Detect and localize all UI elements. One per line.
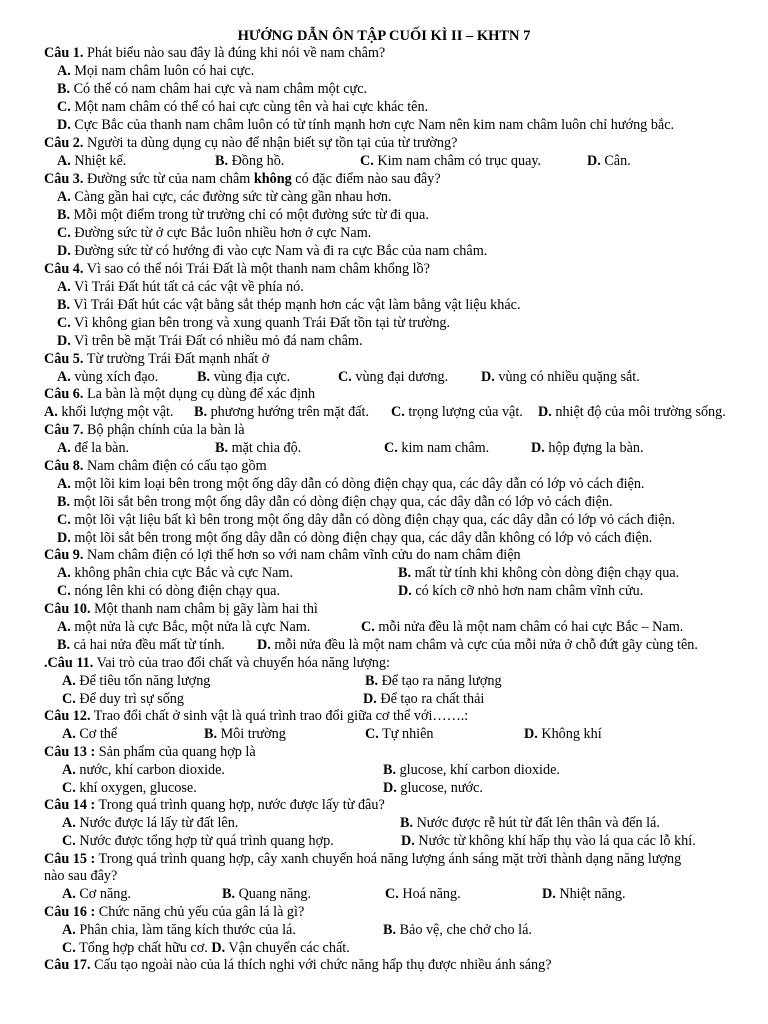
option-letter: C. xyxy=(57,315,71,331)
option-letter: C. xyxy=(57,225,71,241)
option-letter: A. xyxy=(62,673,76,689)
question-text: Vai trò của trao đổi chất và chuyển hóa năng lượng: xyxy=(93,655,390,671)
question-text: Trong quá trình quang hợp, nước được lấy từ đâu? xyxy=(95,797,385,813)
option-text: mỗi nửa đều là một nam châm và cực của mỗi nửa ở chỗ đứt gãy cùng tên. xyxy=(274,637,698,653)
option-letter: A. xyxy=(57,369,71,385)
option-text: Vì không gian bên trong và xung quanh Trái Đất tồn tại từ trường. xyxy=(74,315,451,331)
question-number: Câu 10. xyxy=(44,601,91,617)
q16-option-a xyxy=(62,922,296,940)
question-number: Câu 6. xyxy=(44,386,84,402)
question-number: Câu 2. xyxy=(44,135,84,151)
option-letter: C. xyxy=(57,512,71,528)
option-text: Nước được tổng hợp từ quá trình quang hợp. xyxy=(79,833,334,849)
option-text: Để tạo ra năng lượng xyxy=(381,673,502,689)
q16-option-b xyxy=(383,922,532,940)
q8-option-c xyxy=(57,512,675,530)
q5-option-c xyxy=(338,369,448,387)
option-letter: B. xyxy=(400,815,414,831)
option-letter: C. xyxy=(62,833,76,849)
question-9 xyxy=(44,547,521,565)
q1-option-a xyxy=(57,63,254,81)
option-letter: B. xyxy=(222,886,236,902)
option-text: Cân. xyxy=(604,153,631,169)
question-1 xyxy=(44,45,385,63)
q6-option-d xyxy=(538,404,726,422)
q12-option-a xyxy=(62,726,117,744)
q11-option-b xyxy=(365,673,502,691)
q15-option-d xyxy=(542,886,626,904)
option-text: nước, khí carbon dioxide. xyxy=(79,762,225,778)
option-letter: A. xyxy=(57,63,71,79)
question-text: La bàn là một dụng cụ dùng để xác định xyxy=(83,386,316,402)
option-text: Nước được rễ hút từ đất lên thân và đến lá. xyxy=(416,815,660,831)
option-text: Vì trên bề mặt Trái Đất có nhiều mỏ đá nam châm. xyxy=(74,333,363,349)
question-text: Nam châm điện có lợi thế hơn so với nam châm vĩnh cửu do nam châm điện xyxy=(83,547,521,563)
question-text: Một thanh nam châm bị gãy làm hai thì xyxy=(90,601,318,617)
q2-option-c xyxy=(360,153,541,171)
option-letter: C. xyxy=(391,404,405,420)
option-letter: C. xyxy=(62,691,76,707)
option-letter: A. xyxy=(62,886,76,902)
option-letter: B. xyxy=(383,922,397,938)
q15-option-a xyxy=(62,886,131,904)
option-text: Cơ năng. xyxy=(79,886,131,902)
q13-option-b xyxy=(383,762,560,780)
option-text: mỗi nửa đều là một nam châm có hai cực Bắc – Nam. xyxy=(378,619,684,635)
question-text: Sản phẩm của quang hợp là xyxy=(95,744,256,760)
q13-option-c xyxy=(62,780,197,798)
option-text: có kích cỡ nhỏ hơn nam châm vĩnh cửu. xyxy=(415,583,644,599)
option-text: kim nam châm. xyxy=(401,440,490,456)
q4-option-d xyxy=(57,333,363,351)
option-text: để la bàn. xyxy=(74,440,130,456)
question-number: Câu 3. xyxy=(44,171,84,187)
option-letter: C. xyxy=(338,369,352,385)
option-letter: A. xyxy=(57,279,71,295)
option-text: vùng xích đạo. xyxy=(74,369,159,385)
question-15-continued: nào sau đây? xyxy=(44,868,118,884)
q11-option-a xyxy=(62,673,210,691)
q10-option-d xyxy=(257,637,698,655)
option-letter: B. xyxy=(215,440,229,456)
option-letter: B. xyxy=(57,207,71,223)
q14-option-a xyxy=(62,815,238,833)
question-8 xyxy=(44,458,267,476)
option-text: Mỗi một điểm trong từ trường chỉ có một đường sức từ đi qua. xyxy=(73,207,429,223)
option-text: khí oxygen, glucose. xyxy=(79,780,197,796)
option-letter: A. xyxy=(57,440,71,456)
q14-option-c xyxy=(62,833,334,851)
question-text: Người ta dùng dụng cụ nào để nhận biết sự tồn tại của từ trường? xyxy=(83,135,458,151)
option-letter: A. xyxy=(57,153,71,169)
option-letter: A. xyxy=(62,922,76,938)
option-text: Cơ thể xyxy=(79,726,118,742)
option-letter: B. xyxy=(204,726,218,742)
q7-option-c xyxy=(384,440,489,458)
q11-option-d xyxy=(363,691,484,709)
q6-option-c xyxy=(391,404,523,422)
option-text: nóng lên khi có dòng điện chạy qua. xyxy=(74,583,281,599)
q14-option-b xyxy=(400,815,660,833)
option-letter: B. xyxy=(398,565,412,581)
q9-option-a xyxy=(57,565,293,583)
option-text: khối lượng một vật. xyxy=(61,404,174,420)
option-text: Nhiệt năng. xyxy=(559,886,626,902)
option-text: phương hướng trên mặt đất. xyxy=(210,404,370,420)
q3-option-d xyxy=(57,243,487,261)
question-number: Câu 16 : xyxy=(44,904,96,920)
q6-option-b xyxy=(194,404,369,422)
option-text: Để duy trì sự sống xyxy=(79,691,184,707)
option-text: Phân chia, làm tăng kích thước của lá. xyxy=(79,922,296,938)
question-number: .Câu 11. xyxy=(44,655,94,671)
question-text: Cấu tạo ngoài nào của lá thích nghi với chức năng hấp thụ được nhiều ánh sáng? xyxy=(90,957,552,973)
question-12 xyxy=(44,708,468,726)
q7-option-b xyxy=(215,440,301,458)
q13-option-d xyxy=(383,780,483,798)
option-text: Đồng hồ. xyxy=(231,153,285,169)
option-letter: D. xyxy=(57,530,71,546)
option-letter: A. xyxy=(57,476,71,492)
q16-option-c-d xyxy=(62,940,350,958)
question-7 xyxy=(44,422,245,440)
q2-option-b xyxy=(215,153,284,171)
question-number: Câu 8. xyxy=(44,458,84,474)
q1-option-c xyxy=(57,99,428,117)
question-number: Câu 1. xyxy=(44,45,84,61)
option-letter: B. xyxy=(57,494,71,510)
option-text: Bảo vệ, che chở cho lá. xyxy=(399,922,532,938)
option-letter: C. xyxy=(57,99,71,115)
q1-option-d xyxy=(57,117,674,135)
option-letter: D. xyxy=(363,691,377,707)
q13-option-a xyxy=(62,762,225,780)
question-14 xyxy=(44,797,385,815)
question-6 xyxy=(44,386,315,404)
question-text: Từ trường Trái Đất mạnh nhất ở xyxy=(83,351,270,367)
option-text: Hoá năng. xyxy=(402,886,461,902)
q15-option-c xyxy=(385,886,461,904)
q5-option-d xyxy=(481,369,640,387)
option-text: một lõi kim loại bên trong một ống dây dẫn có dòng điện chạy qua, các dây dẫn có lớp vỏ cách điện. xyxy=(74,476,645,492)
option-letter: D. xyxy=(481,369,495,385)
question-text: Bộ phận chính của la bàn là xyxy=(83,422,245,438)
option-letter: D. xyxy=(531,440,545,456)
q3-option-b xyxy=(57,207,429,225)
option-letter: D. xyxy=(211,940,226,956)
question-number: Câu 17. xyxy=(44,957,91,973)
q10-option-a xyxy=(57,619,310,637)
option-text: nhiệt độ của môi trường sống. xyxy=(555,404,726,420)
question-3 xyxy=(44,171,441,189)
option-text: vùng đại dương. xyxy=(355,369,449,385)
option-letter: C. xyxy=(365,726,379,742)
q12-option-d xyxy=(524,726,602,744)
q4-option-b xyxy=(57,297,521,315)
option-letter: D. xyxy=(57,117,71,133)
option-text: Vận chuyển các chất. xyxy=(228,940,350,956)
option-text: một lõi sắt bên trong một ống dây dẫn có dòng điện chạy qua, các dây dẫn không có lớp vỏ cách điện. xyxy=(74,530,653,546)
option-text: mất từ tính khi không còn dòng điện chạy qua. xyxy=(414,565,680,581)
question-13 xyxy=(44,744,256,762)
option-letter: B. xyxy=(194,404,208,420)
option-text: Mọi nam châm luôn có hai cực. xyxy=(74,63,255,79)
q7-option-d xyxy=(531,440,644,458)
question-text: Vì sao có thể nói Trái Đất là một thanh nam châm khổng lồ? xyxy=(83,261,430,277)
q9-option-b xyxy=(398,565,679,583)
question-15 xyxy=(44,851,681,869)
option-letter: C. xyxy=(62,780,76,796)
question-16 xyxy=(44,904,304,922)
option-letter: B. xyxy=(215,153,229,169)
option-text: không phân chia cực Bắc và cực Nam. xyxy=(74,565,293,581)
option-text: Đường sức từ có hướng đi vào cực Nam và đi ra cực Bắc của nam châm. xyxy=(74,243,488,259)
option-text: Vì Trái Đất hút tất cả các vật về phía nó. xyxy=(74,279,304,295)
option-letter: B. xyxy=(57,297,71,313)
option-letter: D. xyxy=(401,833,415,849)
option-letter: D. xyxy=(538,404,552,420)
option-letter: D. xyxy=(398,583,412,599)
option-text: Đường sức từ ở cực Bắc luôn nhiều hơn ở cực Nam. xyxy=(74,225,372,241)
question-11 xyxy=(44,655,390,673)
option-text: Càng gần hai cực, các đường sức từ càng gần nhau hơn. xyxy=(74,189,392,205)
option-letter: D. xyxy=(524,726,538,742)
question-number: Câu 9. xyxy=(44,547,84,563)
q8-option-a xyxy=(57,476,644,494)
q14-option-d xyxy=(401,833,696,851)
q3-option-a xyxy=(57,189,392,207)
q4-option-c xyxy=(57,315,450,333)
option-letter: D. xyxy=(57,243,71,259)
question-17 xyxy=(44,957,552,975)
option-text: Có thể có nam châm hai cực và nam châm một cực. xyxy=(73,81,368,97)
question-number: Câu 5. xyxy=(44,351,84,367)
question-text: Đường sức từ của nam châm xyxy=(83,171,254,187)
q1-option-b xyxy=(57,81,367,99)
option-text: một nửa là cực Bắc, một nửa là cực Nam. xyxy=(74,619,311,635)
option-text: cả hai nửa đều mất từ tính. xyxy=(73,637,225,653)
question-4 xyxy=(44,261,430,279)
option-text: Nước được lá lấy từ đất lên. xyxy=(79,815,239,831)
q8-option-d xyxy=(57,530,652,548)
question-text: Phát biểu nào sau đây là đúng khi nói về nam châm? xyxy=(83,45,386,61)
option-text: trọng lượng của vật. xyxy=(408,404,523,420)
question-2 xyxy=(44,135,457,153)
question-5 xyxy=(44,351,269,369)
option-letter: A. xyxy=(44,404,58,420)
q15-option-b xyxy=(222,886,311,904)
option-text: vùng địa cực. xyxy=(213,369,291,385)
option-letter: C. xyxy=(385,886,399,902)
option-text: Tổng hợp chất hữu cơ. xyxy=(79,940,208,956)
option-letter: A. xyxy=(57,565,71,581)
option-text: Kim nam châm có trục quay. xyxy=(377,153,542,169)
q12-option-c xyxy=(365,726,434,744)
option-text: glucose, nước. xyxy=(400,780,483,796)
option-letter: A. xyxy=(62,726,76,742)
q5-option-a xyxy=(57,369,158,387)
option-letter: C. xyxy=(360,153,374,169)
option-letter: C. xyxy=(384,440,398,456)
option-letter: A. xyxy=(62,762,76,778)
option-letter: B. xyxy=(57,637,71,653)
option-letter: D. xyxy=(383,780,397,796)
question-text: Trong quá trình quang hợp, cây xanh chuyển hoá năng lượng ánh sáng mặt trời thành dạng năng lượng xyxy=(95,851,682,867)
option-letter: D. xyxy=(57,333,71,349)
question-text: Nam châm điện có cấu tạo gồm xyxy=(83,458,267,474)
option-text: hộp đựng la bàn. xyxy=(548,440,644,456)
option-text: glucose, khí carbon dioxide. xyxy=(399,762,560,778)
q3-option-c xyxy=(57,225,371,243)
option-text: Không khí xyxy=(541,726,602,742)
question-number: Câu 14 : xyxy=(44,797,96,813)
q11-option-c xyxy=(62,691,184,709)
document-title: HƯỚNG DẪN ÔN TẬP CUỐI KÌ II – KHTN 7 xyxy=(237,28,531,44)
question-number: Câu 12. xyxy=(44,708,91,724)
option-text: Nhiệt kế. xyxy=(74,153,127,169)
q10-option-c xyxy=(361,619,683,637)
option-text: Để tiêu tốn năng lượng xyxy=(79,673,211,689)
option-letter: A. xyxy=(57,189,71,205)
option-letter: A. xyxy=(57,619,71,635)
question-number: Câu 7. xyxy=(44,422,84,438)
q2-option-d xyxy=(587,153,631,171)
option-letter: C. xyxy=(57,583,71,599)
option-letter: C. xyxy=(361,619,375,635)
option-text: Tự nhiên xyxy=(382,726,434,742)
q5-option-b xyxy=(197,369,290,387)
option-text: Nước từ không khí hấp thụ vào lá qua các lỗ khí. xyxy=(418,833,696,849)
question-text: có đặc điểm nào sau đây? xyxy=(291,171,441,187)
option-letter: D. xyxy=(587,153,601,169)
option-text: vùng có nhiều quặng sắt. xyxy=(498,369,640,385)
option-text: Cực Bắc của thanh nam châm luôn có từ tính mạnh hơn cực Nam nên kim nam châm luôn chỉ hướng bắc. xyxy=(74,117,675,133)
option-text: Để tạo ra chất thải xyxy=(380,691,485,707)
q12-option-b xyxy=(204,726,286,744)
question-number: Câu 15 : xyxy=(44,851,96,867)
question-emphasis: không xyxy=(253,171,292,187)
option-letter: B. xyxy=(197,369,211,385)
q6-option-a xyxy=(44,404,173,422)
q10-option-b xyxy=(57,637,225,655)
question-number: Câu 13 : xyxy=(44,744,96,760)
option-letter: A. xyxy=(62,815,76,831)
question-10 xyxy=(44,601,318,619)
q4-option-a xyxy=(57,279,304,297)
option-letter: B. xyxy=(57,81,71,97)
option-letter: B. xyxy=(365,673,379,689)
q7-option-a xyxy=(57,440,129,458)
option-text: Quang năng. xyxy=(238,886,312,902)
option-text: Vì Trái Đất hút các vật bằng sắt thép mạnh hơn các vật làm bằng vật liệu khác. xyxy=(73,297,521,313)
option-text: mặt chia độ. xyxy=(231,440,302,456)
option-letter: D. xyxy=(257,637,271,653)
option-text: một lõi vật liệu bất kì bên trong một ống dây dẫn có dòng điện chạy qua, các dây dẫn có lớp vỏ cách điện. xyxy=(74,512,676,528)
question-text: Chức năng chủ yếu của gân lá là gì? xyxy=(95,904,305,920)
q8-option-b xyxy=(57,494,613,512)
option-text: Một nam châm có thể có hai cực cùng tên và hai cực khác tên. xyxy=(74,99,429,115)
q9-option-d xyxy=(398,583,643,601)
option-letter: D. xyxy=(542,886,556,902)
q9-option-c xyxy=(57,583,280,601)
option-letter: C. xyxy=(62,940,76,956)
q2-option-a xyxy=(57,153,126,171)
option-text: Môi trường xyxy=(220,726,286,742)
question-text: Trao đổi chất ở sinh vật là quá trình trao đổi giữa cơ thể với…….: xyxy=(90,708,469,724)
option-letter: B. xyxy=(383,762,397,778)
option-text: một lõi sắt bên trong một ống dây dẫn có dòng điện chạy qua, các dây dẫn có lớp vỏ cách điện. xyxy=(73,494,613,510)
question-number: Câu 4. xyxy=(44,261,84,277)
